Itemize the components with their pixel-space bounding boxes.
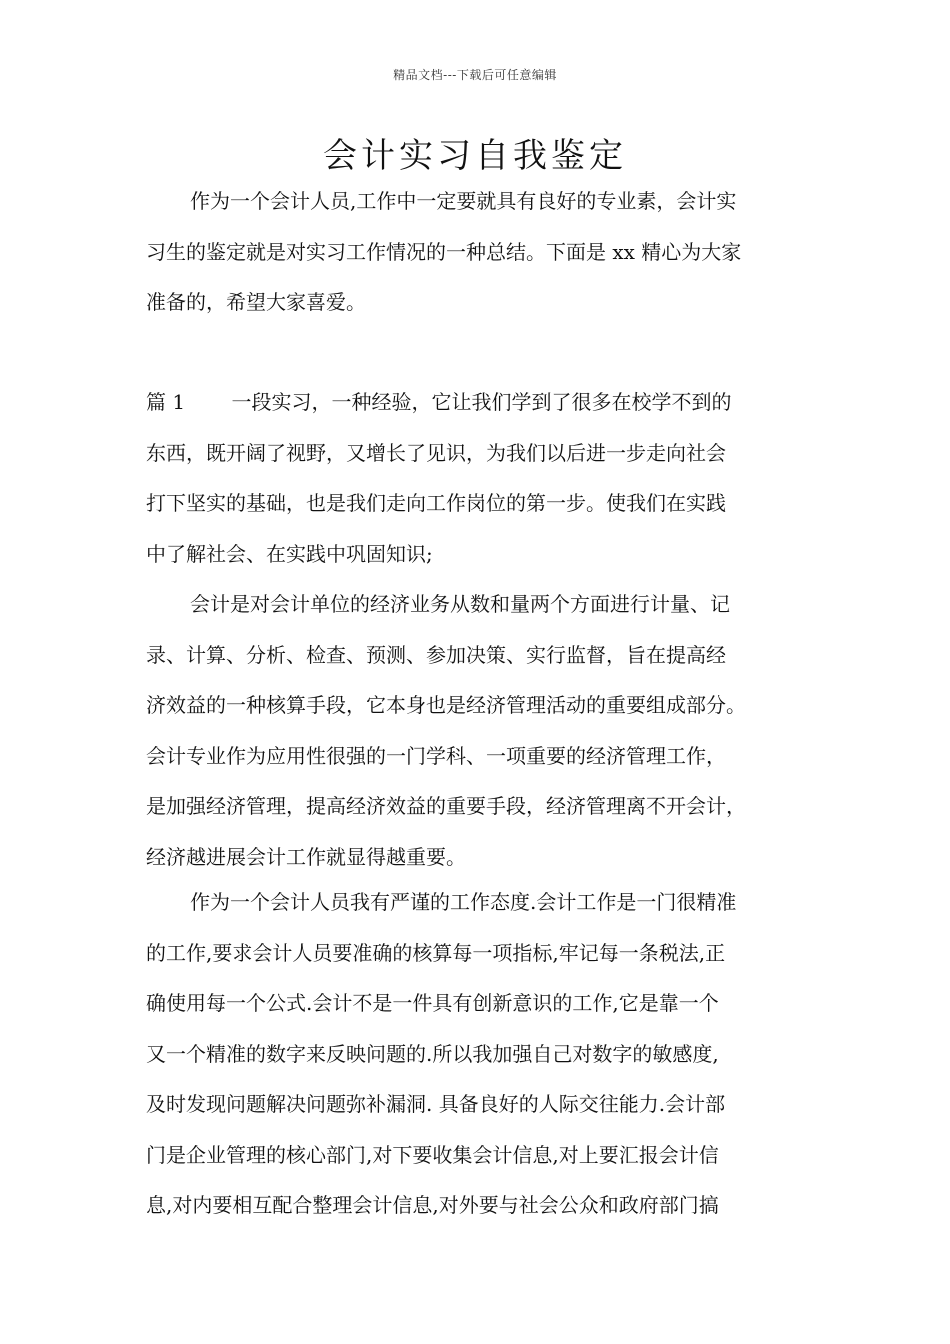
paragraph-line: 是加强经济管理，提高经济效益的重要手段，经济管理离不开会计， <box>146 794 746 818</box>
paragraph-line: 息,对内要相互配合整理会计信息,对外要与社会公众和政府部门搞 <box>146 1193 719 1217</box>
intro-line: 习生的鉴定就是对实习工作情况的一种总结。下面是 xx 精心为大家 <box>146 239 742 264</box>
intro-line: 准备的，希望大家喜爱。 <box>146 290 366 314</box>
paragraph-line: 门是企业管理的核心部门,对下要收集会计信息,对上要汇报会计信 <box>146 1142 719 1167</box>
section-1-line: 打下坚实的基础，也是我们走向工作岗位的第一步。使我们在实践 <box>146 491 726 515</box>
paragraph-line: 济效益的一种核算手段，它本身也是经济管理活动的重要组成部分。 <box>146 693 746 717</box>
paragraph-line: 及时发现问题解决问题弥补漏洞. 具备良好的人际交往能力.会计部 <box>146 1092 726 1116</box>
paragraph-line: 经济越进展会计工作就显得越重要。 <box>146 844 466 869</box>
intro-line: 作为一个会计人员,工作中一定要就具有良好的专业素，会计实 <box>190 189 737 213</box>
paragraph-line: 会计是对会计单位的经济业务从数和量两个方面进行计量、记 <box>190 592 730 616</box>
paragraph-line: 的工作,要求会计人员要准确的核算每一项指标,牢记每一条税法,正 <box>146 940 726 965</box>
paragraph-line: 确使用每一个公式.会计不是一件具有创新意识的工作,它是靠一个 <box>146 991 719 1015</box>
accounting-definition-paragraph <box>146 579 810 882</box>
section-1-paragraph <box>146 377 810 579</box>
page-header: 精品文档---下载后可任意编辑 <box>393 68 557 82</box>
paragraph-line: 又一个精准的数字来反映问题的.所以我加强自己对数字的敏感度, <box>146 1041 719 1066</box>
paragraph-line: 会计专业作为应用性很强的一门学科、一项重要的经济管理工作， <box>146 743 726 768</box>
section-1-line: 篇 1 一段实习，一种经验，它让我们学到了很多在校学不到的 <box>146 390 732 414</box>
paragraph-line: 作为一个会计人员我有严谨的工作态度.会计工作是一门很精准 <box>190 890 737 914</box>
section-1-line: 东西，既开阔了视野，又增长了见识，为我们以后进一步走向社会 <box>146 440 726 465</box>
document-title: 会计实习自我鉴定 <box>323 136 627 176</box>
intro-paragraph <box>146 176 810 328</box>
work-attitude-paragraph <box>146 877 810 1231</box>
section-1-line: 中了解社会、在实践中巩固知识; <box>146 541 433 566</box>
paragraph-line: 录、计算、分析、检查、预测、参加决策、实行监督，旨在提高经 <box>146 642 726 667</box>
